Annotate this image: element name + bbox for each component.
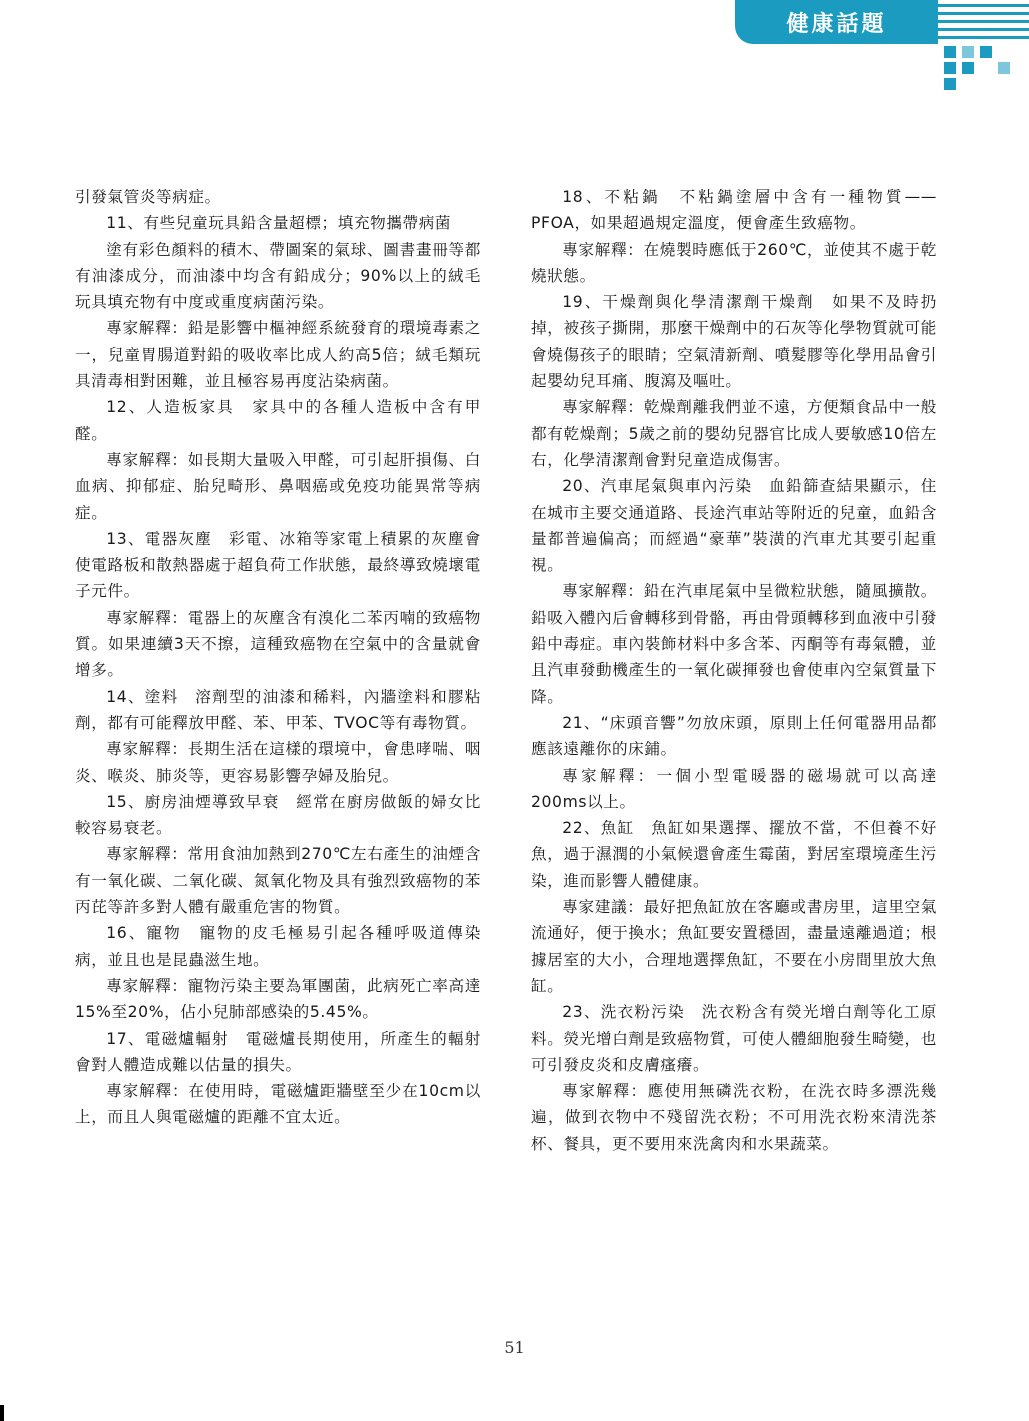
deco-square [944, 78, 956, 90]
expert-note: 專家解釋：常用食油加熱到270℃左右產生的油煙含有一氧化碳、二氧化碳、氮氧化物及具有強烈致癌物的苯丙芘等許多對人體有嚴重危害的物質。 [75, 845, 481, 917]
heading-item-21: 21、“床頭音響”勿放床頭，原則上任何電器用品都應該遠離你的床鋪。 [531, 713, 937, 759]
expert-note: 專家解釋：一個小型電暖器的磁場就可以高達200ms以上。 [531, 766, 937, 811]
section-title: 健康話題 [786, 11, 887, 37]
heading-item-16: 16、寵物 寵物的皮毛極易引起各種呼吸道傳染病，並且也是昆蟲滋生地。 [75, 924, 481, 969]
header-stripe [938, 20, 1029, 23]
expert-note: 專家解釋：寵物污染主要為軍團菌，此病死亡率高達15%至20%，佔小兒肺部感染的5.45%。 [75, 976, 481, 1022]
header-stripe [938, 12, 1029, 15]
expert-note: 專家解釋：在使用時，電磁爐距牆壁至少在10cm以上，而且人與電磁爐的距離不宜太近。 [75, 1082, 481, 1127]
heading-item-18: 18、不粘鍋 不粘鍋塗層中含有一種物質——PFOA，如果超過規定溫度，便會產生致癌物。 [531, 188, 937, 233]
header-stripe [938, 28, 1029, 31]
heading-item-13: 13、電器灰塵 彩電、冰箱等家電上積累的灰塵會使電路板和散熱器處于超負荷工作狀態，最終導致燒壞電子元件。 [75, 529, 481, 601]
left-column [75, 184, 481, 1131]
expert-note: 專家解釋：電器上的灰塵含有溴化二苯丙喃的致癌物質。如果連續3天不擦，這種致癌物在空氣中的含量就會增多。 [75, 608, 481, 680]
header-stripe [938, 4, 1029, 7]
deco-square [980, 46, 992, 58]
heading-item-19: 19、干燥劑與化學清潔劑干燥劑 如果不及時扔掉，被孩子撕開，那麼干燥劑中的石灰等化學物質就可能會燒傷孩子的眼睛；空氣清新劑、噴髮膠等化學用品會引起嬰幼兒耳痛、腹瀉及嘔吐。 [531, 293, 937, 391]
scan-mark [0, 1405, 4, 1421]
deco-square [944, 46, 956, 58]
heading-item-23: 23、洗衣粉污染 洗衣粉含有熒光增白劑等化工原料。熒光增白劑是致癌物質，可使人體細胞發生畸變，也可引發皮炎和皮膚瘙癢。 [531, 1003, 937, 1074]
expert-note: 專家解釋：如長期大量吸入甲醛，可引起肝損傷、白血病、抑郁症、胎兒畸形、鼻咽癌或免疫功能異常等病症。 [75, 450, 481, 522]
paragraph: 塗有彩色顏料的積木、帶圖案的氣球、圖書畫冊等都有油漆成分，而油漆中均含有鉛成分；90%以上的絨毛玩具填充物有中度或重度病菌污染。 [75, 240, 481, 312]
deco-square [944, 62, 956, 74]
deco-square [962, 62, 974, 74]
heading-item-14: 14、塗料 溶劑型的油漆和稀料，內牆塗料和膠粘劑，都有可能釋放甲醛、苯、甲苯、TVOC等有毒物質。 [75, 687, 481, 732]
heading-item-22: 22、魚缸 魚缸如果選擇、擺放不當，不但養不好魚，過于濕潤的小氣候還會產生霉菌，對居室環境產生污染，進而影響人體健康。 [531, 819, 937, 890]
expert-note: 專家解釋：鉛在汽車尾氣中呈微粒狀態，隨風擴散。鉛吸入體內后會轉移到骨骼，再由骨頭轉移到血液中引發鉛中毒症。車內裝飾材料中多含苯、丙酮等有毒氣體，並且汽車發動機產生的一氧化碳揮發也會使車內空氣質量下降。 [531, 582, 937, 706]
heading-item-15: 15、廚房油煙導致早衰 經常在廚房做飯的婦女比較容易衰老。 [75, 792, 481, 838]
deco-square [962, 46, 974, 58]
section-title-tab [735, 0, 938, 44]
heading-item-12: 12、人造板家具 家具中的各種人造板中含有甲醛。 [75, 398, 481, 443]
deco-square [998, 62, 1010, 74]
expert-note: 專家解釋：長期生活在這樣的環境中，會患哮喘、咽炎、喉炎、肺炎等，更容易影響孕婦及胎兒。 [75, 740, 481, 785]
expert-note: 專家解釋：在燒製時應低于260℃，並使其不處于乾燒狀態。 [531, 240, 937, 285]
page-number: 51 [504, 1338, 525, 1357]
heading-item-17: 17、電磁爐輻射 電磁爐長期使用，所產生的輻射會對人體造成難以估量的損失。 [75, 1029, 481, 1074]
heading-item-11: 11、有些兒童玩具鉛含量超標；填充物攜帶病菌 [106, 214, 452, 233]
expert-note: 專家解釋：應使用無磷洗衣粉，在洗衣時多漂洗幾遍，做到衣物中不殘留洗衣粉；不可用洗衣粉來清洗茶杯、餐具，更不要用來洗禽肉和水果蔬菜。 [531, 1082, 937, 1153]
paragraph: 引發氣管炎等病症。 [75, 188, 221, 206]
expert-note: 專家解釋：鉛是影響中樞神經系統發育的環境毒素之一，兒童胃腸道對鉛的吸收率比成人約高5倍；絨毛類玩具清毒相對困難，並且極容易再度沾染病菌。 [75, 319, 481, 391]
heading-item-20: 20、汽車尾氣與車內污染 血鉛篩查結果顯示，住在城市主要交通道路、長途汽車站等附近的兒童，血鉛含量都普遍偏高；而經過“豪華”裝潢的汽車尤其要引起重視。 [531, 477, 937, 575]
right-column [531, 184, 937, 1157]
expert-note: 專家解釋：乾燥劑離我們並不遠，方便類食品中一般都有乾燥劑；5歲之前的嬰幼兒器官比成人要敏感10倍左右，化學清潔劑會對兒童造成傷害。 [531, 398, 937, 469]
header-stripe [938, 36, 1029, 39]
expert-note: 專家建議：最好把魚缸放在客廳或書房里，這里空氣流通好，便于換水；魚缸要安置穩固，盡量遠離過道；根據居室的大小，合理地選擇魚缸，不要在小房間里放大魚缸。 [531, 898, 937, 995]
